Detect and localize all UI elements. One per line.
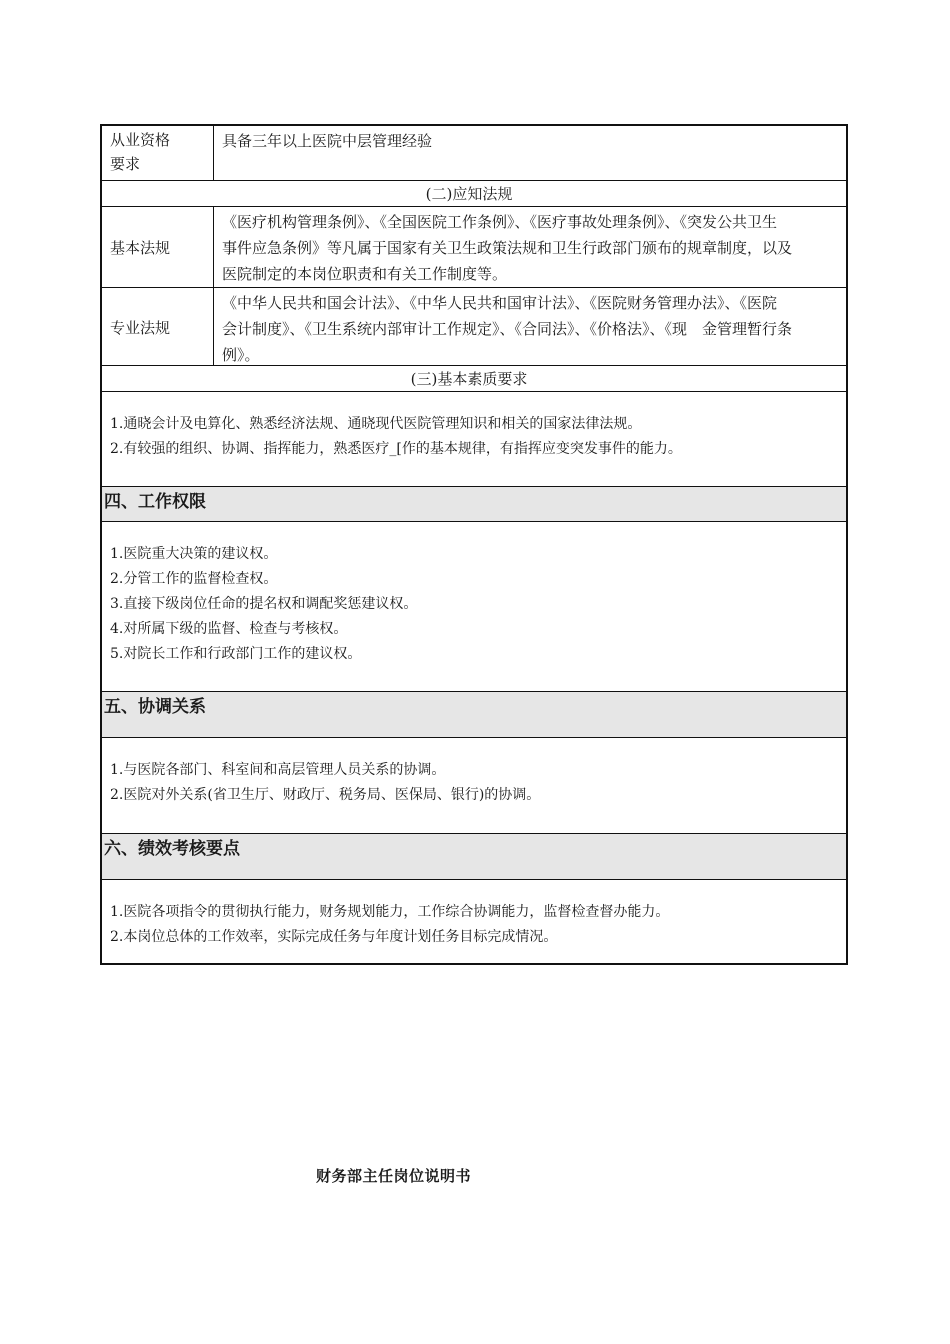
coordination-list [102,738,540,833]
professional-laws-row [102,287,846,365]
basic-laws-line: 《医疗机构管理条例》、《全国医院工作条例》、《医疗事故处理条例》、《突发公共卫生 [222,213,778,231]
authority-items-row [102,521,846,691]
list-item: 2.医院对外关系(省卫生厅、财政厅、税务局、医保局、银行)的协调。 [110,787,541,803]
list-item: 3.直接下级岗位任命的提名权和调配奖惩建议权。 [110,596,418,612]
authority-list [102,522,417,691]
coordination-items-row [102,737,846,833]
professional-laws-label: 专业法规 [102,288,214,365]
list-item: 5.对院长工作和行政部门工作的建议权。 [110,646,362,662]
list-item: 1.医院各项指令的贯彻执行能力，财务规划能力，工作综合协调能力，监督检查督办能力。 [110,904,670,920]
performance-list [102,880,669,963]
performance-items-row [102,879,846,963]
basic-laws-line: 事件应急条例》等凡属于国家有关卫生政策法规和卫生行政部门颁布的规章制度，以及 [222,239,793,257]
section-performance-title: 六、绩效考核要点 [102,833,846,879]
professional-laws-line: 《中华人民共和国会计法》、《中华人民共和国审计法》、《医院财务管理办法》、《医院 [222,294,778,312]
professional-laws-line: 例》。 [222,346,260,364]
quality-heading: (三)基本素质要求 [410,370,528,388]
basic-laws-text [214,207,846,287]
job-description-table [100,124,848,965]
quality-heading-row [102,365,846,391]
quality-list [102,392,682,486]
professional-laws-text [214,288,846,365]
document-title: 财务部主任岗位说明书 [316,1167,472,1185]
list-item: 2.有较强的组织、协调、指挥能力，熟悉医疗_[作的基本规律，有指挥应变突发事件的能力。 [110,441,682,457]
list-item: 1.医院重大决策的建议权。 [110,546,278,562]
qualification-row [102,126,846,180]
basic-laws-label: 基本法规 [102,207,214,287]
list-item: 1.与医院各部门、科室间和高层管理人员关系的协调。 [110,762,446,778]
professional-laws-line: 会计制度》、《卫生系统内部审计工作规定》、《合同法》、《价格法》、《现 金管理暂行条 [222,320,793,338]
basic-laws-row [102,206,846,287]
list-item: 2.本岗位总体的工作效率，实际完成任务与年度计划任务目标完成情况。 [110,929,558,945]
quality-items-row [102,391,846,486]
list-item: 4.对所属下级的监督、检查与考核权。 [110,621,348,637]
section-coordination-title: 五、协调关系 [102,691,846,737]
list-item: 2.分管工作的监督检查权。 [110,571,278,587]
basic-laws-line: 医院制定的本岗位职责和有关工作制度等。 [222,265,508,283]
section-authority-title: 四、工作权限 [102,486,846,521]
laws-heading-row [102,180,846,206]
list-item: 1.通晓会计及电算化、熟悉经济法规、通晓现代医院管理知识和相关的国家法律法规。 [110,416,642,432]
qualification-label: 从业资格 要求 [102,126,214,180]
qualification-value: 具备三年以上医院中层管理经验 [222,132,433,150]
laws-heading: (二)应知法规 [425,185,513,203]
